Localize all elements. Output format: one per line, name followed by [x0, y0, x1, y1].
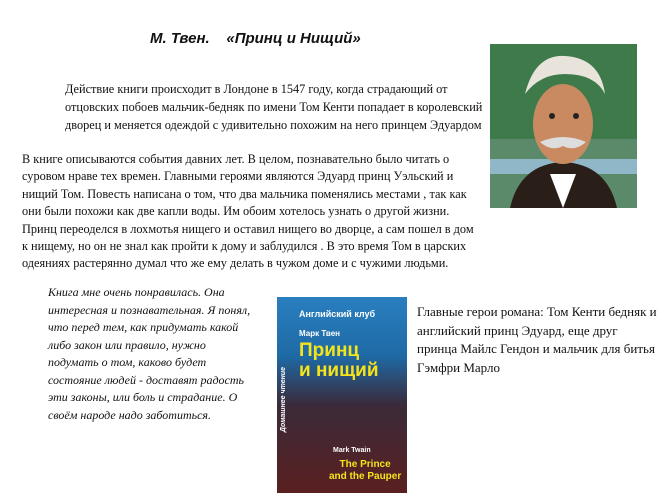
cover-title-line1: Принц — [299, 340, 360, 361]
intro-paragraph: Действие книги происходит в Лондоне в 1547 году, когда страдающий от отцовских побоев мальчик-бедняк по имени Том Кенти попадает в королевский дворец и меняется одеждой с удивительно похожим на него принцем Эдуардом — [65, 82, 483, 132]
cover-title-en-line2: and the Pauper — [329, 471, 402, 482]
cover-title-en-line1: The Prince — [339, 459, 391, 470]
heroes-paragraph: Главные герои романа: Том Кенти бедняк и английский принц Эдуард, еще друг принца Майлс Гендон и мальчик для битья Гэмфри Марло — [417, 304, 657, 375]
book-cover — [277, 297, 407, 493]
cover-series: Английский клуб — [299, 309, 376, 319]
cover-title-ru — [299, 341, 379, 381]
opinion-paragraph: Книга мне очень понравилась. Она интересная и познавательная. Я понял, что перед тем, как придумать какой либо закон или правило, нужно подумать о том, каково будет состояние людей - доставят радость эти законы, или боль и страдание. О своём народе надо заботиться. — [48, 285, 251, 422]
cover-author-ru: Марк Твен — [299, 329, 340, 338]
summary-paragraph: В книге описываются события давних лет. В целом, познавательно было читать о суровом нраве тех времен. Главными героями являются Эдуард принц Уэльский и нищий Том. Повесть написана о том, что два мальчика поменялись местами , так как они были похожи как две капли воды. Им обоим хотелось узнать о другой жизни. Принц переоделся в лохмотья нищего и оставил нищего во дворце, а сам пошел в дом к нищему, но он не знал как пройти к дому и заблудился . В это время Том в царских одеяниях растерянно думал что же ему делать в чужом доме и с чужими людьми. — [22, 152, 474, 271]
cover-title-en — [329, 459, 401, 483]
cover-title-line2: и нищий — [299, 360, 379, 381]
cover-side-label: Домашнее чтение — [280, 367, 287, 433]
cover-author-en: Mark Twain — [333, 447, 371, 454]
slide-title: М. Твен. «Принц и Нищий» — [150, 30, 361, 47]
author-portrait — [490, 44, 637, 208]
